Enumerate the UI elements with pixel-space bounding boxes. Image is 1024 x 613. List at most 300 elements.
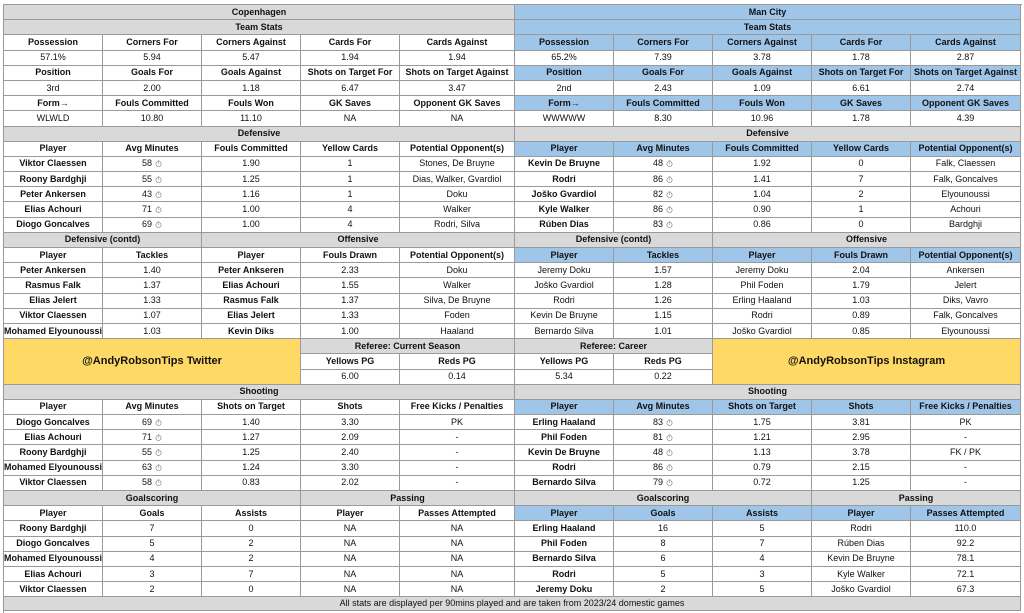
- offensive-player: Rodri: [713, 309, 812, 324]
- shots-on-target-value: 1.27: [202, 430, 301, 445]
- reds-pg-header: Reds PG: [400, 354, 515, 369]
- away-team-stats-heading: Team Stats: [515, 20, 1021, 35]
- home-stat-header: Goals For: [103, 66, 202, 81]
- stopwatch-icon: [155, 191, 162, 198]
- set-pieces-value: -: [400, 461, 515, 476]
- offensive-player: Phil Foden: [713, 278, 812, 293]
- shooting-player: Mohamed Elyounoussi: [4, 461, 103, 476]
- offensive-player: Peter Ankseren: [202, 263, 301, 278]
- offensive-opponents: Falk, Goncalves: [911, 309, 1021, 324]
- home-shooting-heading: Shooting: [4, 385, 515, 400]
- defensive-player: Diogo Goncalves: [4, 218, 103, 233]
- defensive-player: Kyle Walker: [515, 202, 614, 217]
- passing-header: Player: [301, 506, 400, 521]
- avg-minutes-value: 48: [652, 158, 663, 169]
- offensive-player: Elias Achouri: [202, 278, 301, 293]
- shooting-header: Free Kicks / Penalties: [400, 400, 515, 415]
- shooting-player: Roony Bardghji: [4, 445, 103, 460]
- stopwatch-icon: [155, 160, 162, 167]
- set-pieces-value: PK: [400, 415, 515, 430]
- home-defensive-heading: Defensive: [4, 127, 515, 142]
- home-stat-header: Opponent GK Saves: [400, 96, 515, 111]
- home-defensive-contd-heading: Defensive (contd): [4, 233, 202, 248]
- shots-value: 2.09: [301, 430, 400, 445]
- tackles-player: Mohamed Elyounoussi: [4, 324, 103, 339]
- away-stat-header: Goals For: [614, 66, 713, 81]
- offensive-header: Player: [713, 248, 812, 263]
- shots-on-target-value: 1.40: [202, 415, 301, 430]
- shooting-minutes: [614, 445, 713, 460]
- tackles-header: Tackles: [614, 248, 713, 263]
- goals-value: 6: [614, 552, 713, 567]
- defensive-header: Avg Minutes: [614, 142, 713, 157]
- referee-season-heading: Referee: Current Season: [301, 339, 515, 354]
- passes-value: NA: [400, 567, 515, 582]
- away-stat-value: 65.2%: [515, 51, 614, 66]
- shooting-player: Diogo Goncalves: [4, 415, 103, 430]
- instagram-promo: @AndyRobsonTips Instagram: [713, 339, 1021, 385]
- away-stat-value: 2.43: [614, 81, 713, 96]
- goalscoring-player: Erling Haaland: [515, 521, 614, 536]
- home-stat-value: 5.47: [202, 51, 301, 66]
- away-stat-header: Possession: [515, 35, 614, 50]
- defensive-player: Joško Gvardiol: [515, 187, 614, 202]
- goals-value: 7: [103, 521, 202, 536]
- home-stat-value: 57.1%: [4, 51, 103, 66]
- home-offensive-heading: Offensive: [202, 233, 515, 248]
- shooting-minutes: [614, 430, 713, 445]
- away-team-title: Man City: [515, 5, 1021, 20]
- defensive-player: Elias Achouri: [4, 202, 103, 217]
- stopwatch-icon: [666, 479, 673, 486]
- shots-value: 3.81: [812, 415, 911, 430]
- tackles-value: 1.28: [614, 278, 713, 293]
- yellows-pg-header: Yellows PG: [515, 354, 614, 369]
- shooting-player: Viktor Claessen: [4, 476, 103, 491]
- stopwatch-icon: [155, 464, 162, 471]
- set-pieces-value: -: [911, 430, 1021, 445]
- fouls-drawn-value: 1.03: [812, 294, 911, 309]
- tackles-header: Player: [4, 248, 103, 263]
- shooting-minutes: [103, 430, 202, 445]
- avg-minutes-value: 43: [141, 188, 152, 199]
- offensive-player: Kevin Diks: [202, 324, 301, 339]
- goals-value: 2: [614, 582, 713, 597]
- shooting-header: Player: [4, 400, 103, 415]
- tackles-player: Peter Ankersen: [4, 263, 103, 278]
- assists-value: 2: [202, 552, 301, 567]
- set-pieces-value: FK / PK: [911, 445, 1021, 460]
- passing-header: Passes Attempted: [400, 506, 515, 521]
- home-stat-header: Fouls Committed: [103, 96, 202, 111]
- shots-on-target-value: 1.75: [713, 415, 812, 430]
- passes-value: NA: [400, 582, 515, 597]
- shooting-header: Shots: [301, 400, 400, 415]
- fouls-drawn-value: 1.00: [301, 324, 400, 339]
- set-pieces-value: -: [911, 461, 1021, 476]
- shots-value: 3.30: [301, 415, 400, 430]
- defensive-minutes: [614, 187, 713, 202]
- offensive-opponents: Elyounoussi: [911, 324, 1021, 339]
- shooting-header: Avg Minutes: [614, 400, 713, 415]
- away-stat-value: 7.39: [614, 51, 713, 66]
- goalscoring-player: Bernardo Silva: [515, 552, 614, 567]
- assists-value: 7: [713, 537, 812, 552]
- assists-value: 0: [202, 521, 301, 536]
- defensive-header: Fouls Committed: [202, 142, 301, 157]
- passing-player: NA: [301, 552, 400, 567]
- away-stat-value: 1.09: [713, 81, 812, 96]
- home-stat-header: Cards Against: [400, 35, 515, 50]
- season-yellows-value: 6.00: [301, 370, 400, 385]
- tackles-player: Kevin De Bruyne: [515, 309, 614, 324]
- stopwatch-icon: [155, 449, 162, 456]
- home-stat-value: 1.18: [202, 81, 301, 96]
- shooting-player: Kevin De Bruyne: [515, 445, 614, 460]
- offensive-header: Potential Opponent(s): [911, 248, 1021, 263]
- offensive-opponents: Silva, De Bruyne: [400, 294, 515, 309]
- tackles-player: Rodri: [515, 294, 614, 309]
- home-stat-value: 1.94: [301, 51, 400, 66]
- away-stat-header: GK Saves: [812, 96, 911, 111]
- avg-minutes-value: 71: [141, 204, 152, 215]
- home-stat-header: GK Saves: [301, 96, 400, 111]
- stopwatch-icon: [155, 206, 162, 213]
- away-stat-header: Fouls Committed: [614, 96, 713, 111]
- home-stat-header: Possession: [4, 35, 103, 50]
- offensive-player: Joško Gvardiol: [713, 324, 812, 339]
- defensive-yellows: 7: [812, 172, 911, 187]
- shooting-header: Shots on Target: [202, 400, 301, 415]
- career-yellows-value: 5.34: [515, 370, 614, 385]
- passes-value: 78.1: [911, 552, 1021, 567]
- home-stat-value: NA: [301, 111, 400, 126]
- goalscoring-header: Player: [4, 506, 103, 521]
- fouls-drawn-value: 1.33: [301, 309, 400, 324]
- tackles-value: 1.07: [103, 309, 202, 324]
- shots-value: 3.30: [301, 461, 400, 476]
- fouls-drawn-value: 0.89: [812, 309, 911, 324]
- defensive-minutes: [614, 202, 713, 217]
- defensive-opponents: Stones, De Bruyne: [400, 157, 515, 172]
- twitter-promo: @AndyRobsonTips Twitter: [4, 339, 301, 385]
- avg-minutes-value: 55: [141, 447, 152, 458]
- tackles-player: Jeremy Doku: [515, 263, 614, 278]
- stopwatch-icon: [155, 479, 162, 486]
- offensive-opponents: Ankersen: [911, 263, 1021, 278]
- goalscoring-player: Jeremy Doku: [515, 582, 614, 597]
- avg-minutes-value: 48: [652, 447, 663, 458]
- defensive-minutes: [614, 172, 713, 187]
- away-defensive-heading: Defensive: [515, 127, 1021, 142]
- stopwatch-icon: [155, 221, 162, 228]
- defensive-yellows: 4: [301, 218, 400, 233]
- home-stat-value: 5.94: [103, 51, 202, 66]
- home-stat-header: Position: [4, 66, 103, 81]
- set-pieces-value: -: [911, 476, 1021, 491]
- passing-player: Rodri: [812, 521, 911, 536]
- tackles-player: Viktor Claessen: [4, 309, 103, 324]
- passing-header: Player: [812, 506, 911, 521]
- defensive-minutes: [103, 157, 202, 172]
- shots-value: 2.02: [301, 476, 400, 491]
- stopwatch-icon: [155, 176, 162, 183]
- passes-value: 110.0: [911, 521, 1021, 536]
- passes-value: NA: [400, 537, 515, 552]
- defensive-yellows: 4: [301, 202, 400, 217]
- home-stat-value: NA: [400, 111, 515, 126]
- shots-on-target-value: 1.13: [713, 445, 812, 460]
- shots-value: 2.15: [812, 461, 911, 476]
- assists-value: 0: [202, 582, 301, 597]
- home-stat-value: 2.00: [103, 81, 202, 96]
- away-stat-value: 6.61: [812, 81, 911, 96]
- away-stat-header: Shots on Target For: [812, 66, 911, 81]
- offensive-header: Player: [202, 248, 301, 263]
- avg-minutes-value: 86: [652, 173, 663, 184]
- home-goalscoring-heading: Goalscoring: [4, 491, 301, 506]
- home-stat-value: 10.80: [103, 111, 202, 126]
- away-stat-header: Corners For: [614, 35, 713, 50]
- goalscoring-header: Assists: [202, 506, 301, 521]
- defensive-opponents: Bardghji: [911, 218, 1021, 233]
- away-stat-value: 2nd: [515, 81, 614, 96]
- defensive-opponents: Falk, Goncalves: [911, 172, 1021, 187]
- tackles-player: Bernardo Silva: [515, 324, 614, 339]
- tackles-value: 1.15: [614, 309, 713, 324]
- passing-player: NA: [301, 537, 400, 552]
- stopwatch-icon: [666, 449, 673, 456]
- away-stat-value: 2.87: [911, 51, 1021, 66]
- referee-career-heading: Referee: Career: [515, 339, 713, 354]
- shooting-header: Avg Minutes: [103, 400, 202, 415]
- defensive-minutes: [103, 172, 202, 187]
- away-stat-header: Position: [515, 66, 614, 81]
- passing-player: NA: [301, 567, 400, 582]
- defensive-yellows: 1: [301, 172, 400, 187]
- passing-player: NA: [301, 521, 400, 536]
- away-stat-value: 2.74: [911, 81, 1021, 96]
- defensive-fouls: 0.86: [713, 218, 812, 233]
- stopwatch-icon: [155, 434, 162, 441]
- shots-value: 2.40: [301, 445, 400, 460]
- defensive-header: Potential Opponent(s): [911, 142, 1021, 157]
- away-defensive-contd-heading: Defensive (contd): [515, 233, 713, 248]
- home-stat-value: 11.10: [202, 111, 301, 126]
- defensive-minutes: [103, 202, 202, 217]
- season-reds-value: 0.14: [400, 370, 515, 385]
- avg-minutes-value: 83: [652, 416, 663, 427]
- shots-on-target-value: 0.72: [713, 476, 812, 491]
- defensive-opponents: Walker: [400, 202, 515, 217]
- yellows-pg-header: Yellows PG: [301, 354, 400, 369]
- stopwatch-icon: [666, 176, 673, 183]
- defensive-minutes: [614, 157, 713, 172]
- shooting-minutes: [103, 445, 202, 460]
- passes-value: 67.3: [911, 582, 1021, 597]
- shooting-player: Phil Foden: [515, 430, 614, 445]
- defensive-fouls: 1.00: [202, 202, 301, 217]
- shooting-player: Elias Achouri: [4, 430, 103, 445]
- goals-value: 4: [103, 552, 202, 567]
- goalscoring-header: Player: [515, 506, 614, 521]
- defensive-fouls: 1.41: [713, 172, 812, 187]
- offensive-opponents: Haaland: [400, 324, 515, 339]
- home-stat-header: Shots on Target Against: [400, 66, 515, 81]
- away-shooting-heading: Shooting: [515, 385, 1021, 400]
- tackles-value: 1.40: [103, 263, 202, 278]
- offensive-opponents: Diks, Vavro: [911, 294, 1021, 309]
- passing-player: Joško Gvardiol: [812, 582, 911, 597]
- offensive-opponents: Doku: [400, 263, 515, 278]
- defensive-fouls: 1.90: [202, 157, 301, 172]
- defensive-fouls: 1.00: [202, 218, 301, 233]
- away-stat-value: 4.39: [911, 111, 1021, 126]
- defensive-header: Yellow Cards: [812, 142, 911, 157]
- goalscoring-player: Diogo Goncalves: [4, 537, 103, 552]
- shots-value: 2.95: [812, 430, 911, 445]
- away-stat-header: Cards Against: [911, 35, 1021, 50]
- tackles-value: 1.26: [614, 294, 713, 309]
- goalscoring-player: Elias Achouri: [4, 567, 103, 582]
- home-team-title: Copenhagen: [4, 5, 515, 20]
- home-team-stats-heading: Team Stats: [4, 20, 515, 35]
- goalscoring-player: Roony Bardghji: [4, 521, 103, 536]
- fouls-drawn-value: 1.37: [301, 294, 400, 309]
- defensive-player: Rodri: [515, 172, 614, 187]
- away-goalscoring-heading: Goalscoring: [515, 491, 812, 506]
- defensive-header: Player: [515, 142, 614, 157]
- home-stat-value: 3rd: [4, 81, 103, 96]
- defensive-opponents: Elyounoussi: [911, 187, 1021, 202]
- away-stat-header: Goals Against: [713, 66, 812, 81]
- avg-minutes-value: 63: [141, 462, 152, 473]
- defensive-yellows: 0: [812, 157, 911, 172]
- shooting-minutes: [103, 476, 202, 491]
- shots-on-target-value: 1.24: [202, 461, 301, 476]
- offensive-opponents: Walker: [400, 278, 515, 293]
- fouls-drawn-value: 2.33: [301, 263, 400, 278]
- defensive-minutes: [103, 187, 202, 202]
- defensive-player: Roony Bardghji: [4, 172, 103, 187]
- tackles-player: Elias Jelert: [4, 294, 103, 309]
- goalscoring-player: Viktor Claessen: [4, 582, 103, 597]
- set-pieces-value: -: [400, 430, 515, 445]
- home-stat-header: Corners Against: [202, 35, 301, 50]
- avg-minutes-value: 81: [652, 431, 663, 442]
- avg-minutes-value: 83: [652, 219, 663, 230]
- offensive-player: Jeremy Doku: [713, 263, 812, 278]
- fouls-drawn-value: 1.55: [301, 278, 400, 293]
- stopwatch-icon: [666, 464, 673, 471]
- stopwatch-icon: [666, 419, 673, 426]
- home-stat-value: 1.94: [400, 51, 515, 66]
- offensive-opponents: Jelert: [911, 278, 1021, 293]
- offensive-player: Elias Jelert: [202, 309, 301, 324]
- goalscoring-header: Assists: [713, 506, 812, 521]
- defensive-header: Fouls Committed: [713, 142, 812, 157]
- assists-value: 2: [202, 537, 301, 552]
- shooting-header: Free Kicks / Penalties: [911, 400, 1021, 415]
- avg-minutes-value: 58: [141, 158, 152, 169]
- avg-minutes-value: 58: [141, 477, 152, 488]
- away-stat-value: 8.30: [614, 111, 713, 126]
- home-stat-header: Fouls Won: [202, 96, 301, 111]
- defensive-opponents: Rodri, Silva: [400, 218, 515, 233]
- goalscoring-header: Goals: [103, 506, 202, 521]
- defensive-yellows: 0: [812, 218, 911, 233]
- away-stat-header: Shots on Target Against: [911, 66, 1021, 81]
- passing-header: Passes Attempted: [911, 506, 1021, 521]
- stopwatch-icon: [155, 419, 162, 426]
- shooting-minutes: [103, 461, 202, 476]
- shooting-header: Player: [515, 400, 614, 415]
- defensive-opponents: Falk, Claessen: [911, 157, 1021, 172]
- away-stat-header: Form→: [515, 96, 614, 111]
- defensive-yellows: 1: [301, 157, 400, 172]
- defensive-header: Potential Opponent(s): [400, 142, 515, 157]
- goalscoring-player: Mohamed Elyounoussi: [4, 552, 103, 567]
- offensive-header: Fouls Drawn: [812, 248, 911, 263]
- shooting-player: Rodri: [515, 461, 614, 476]
- away-stat-value: 3.78: [713, 51, 812, 66]
- tackles-player: Joško Gvardiol: [515, 278, 614, 293]
- goals-value: 8: [614, 537, 713, 552]
- defensive-fouls: 1.04: [713, 187, 812, 202]
- defensive-header: Player: [4, 142, 103, 157]
- offensive-header: Fouls Drawn: [301, 248, 400, 263]
- shots-value: 3.78: [812, 445, 911, 460]
- shooting-minutes: [614, 415, 713, 430]
- tackles-value: 1.37: [103, 278, 202, 293]
- shots-on-target-value: 1.21: [713, 430, 812, 445]
- stats-sheet: [3, 4, 1022, 613]
- home-stat-header: Goals Against: [202, 66, 301, 81]
- assists-value: 5: [713, 582, 812, 597]
- set-pieces-value: -: [400, 476, 515, 491]
- away-stat-header: Fouls Won: [713, 96, 812, 111]
- defensive-header: Yellow Cards: [301, 142, 400, 157]
- goals-value: 3: [103, 567, 202, 582]
- assists-value: 7: [202, 567, 301, 582]
- home-stat-header: Shots on Target For: [301, 66, 400, 81]
- defensive-minutes: [103, 218, 202, 233]
- fouls-drawn-value: 2.04: [812, 263, 911, 278]
- tackles-player: Rasmus Falk: [4, 278, 103, 293]
- set-pieces-value: PK: [911, 415, 1021, 430]
- defensive-yellows: 1: [301, 187, 400, 202]
- passes-value: 92.2: [911, 537, 1021, 552]
- passes-value: NA: [400, 521, 515, 536]
- passing-player: Kyle Walker: [812, 567, 911, 582]
- away-stat-value: 10.96: [713, 111, 812, 126]
- tackles-value: 1.33: [103, 294, 202, 309]
- offensive-player: Rasmus Falk: [202, 294, 301, 309]
- stopwatch-icon: [666, 434, 673, 441]
- defensive-player: Peter Ankersen: [4, 187, 103, 202]
- assists-value: 5: [713, 521, 812, 536]
- avg-minutes-value: 71: [141, 431, 152, 442]
- defensive-yellows: 1: [812, 202, 911, 217]
- shots-on-target-value: 0.79: [713, 461, 812, 476]
- defensive-yellows: 2: [812, 187, 911, 202]
- goals-value: 16: [614, 521, 713, 536]
- away-stat-value: 1.78: [812, 111, 911, 126]
- tackles-value: 1.01: [614, 324, 713, 339]
- shooting-minutes: [614, 476, 713, 491]
- home-stat-value: 6.47: [301, 81, 400, 96]
- tackles-value: 1.03: [103, 324, 202, 339]
